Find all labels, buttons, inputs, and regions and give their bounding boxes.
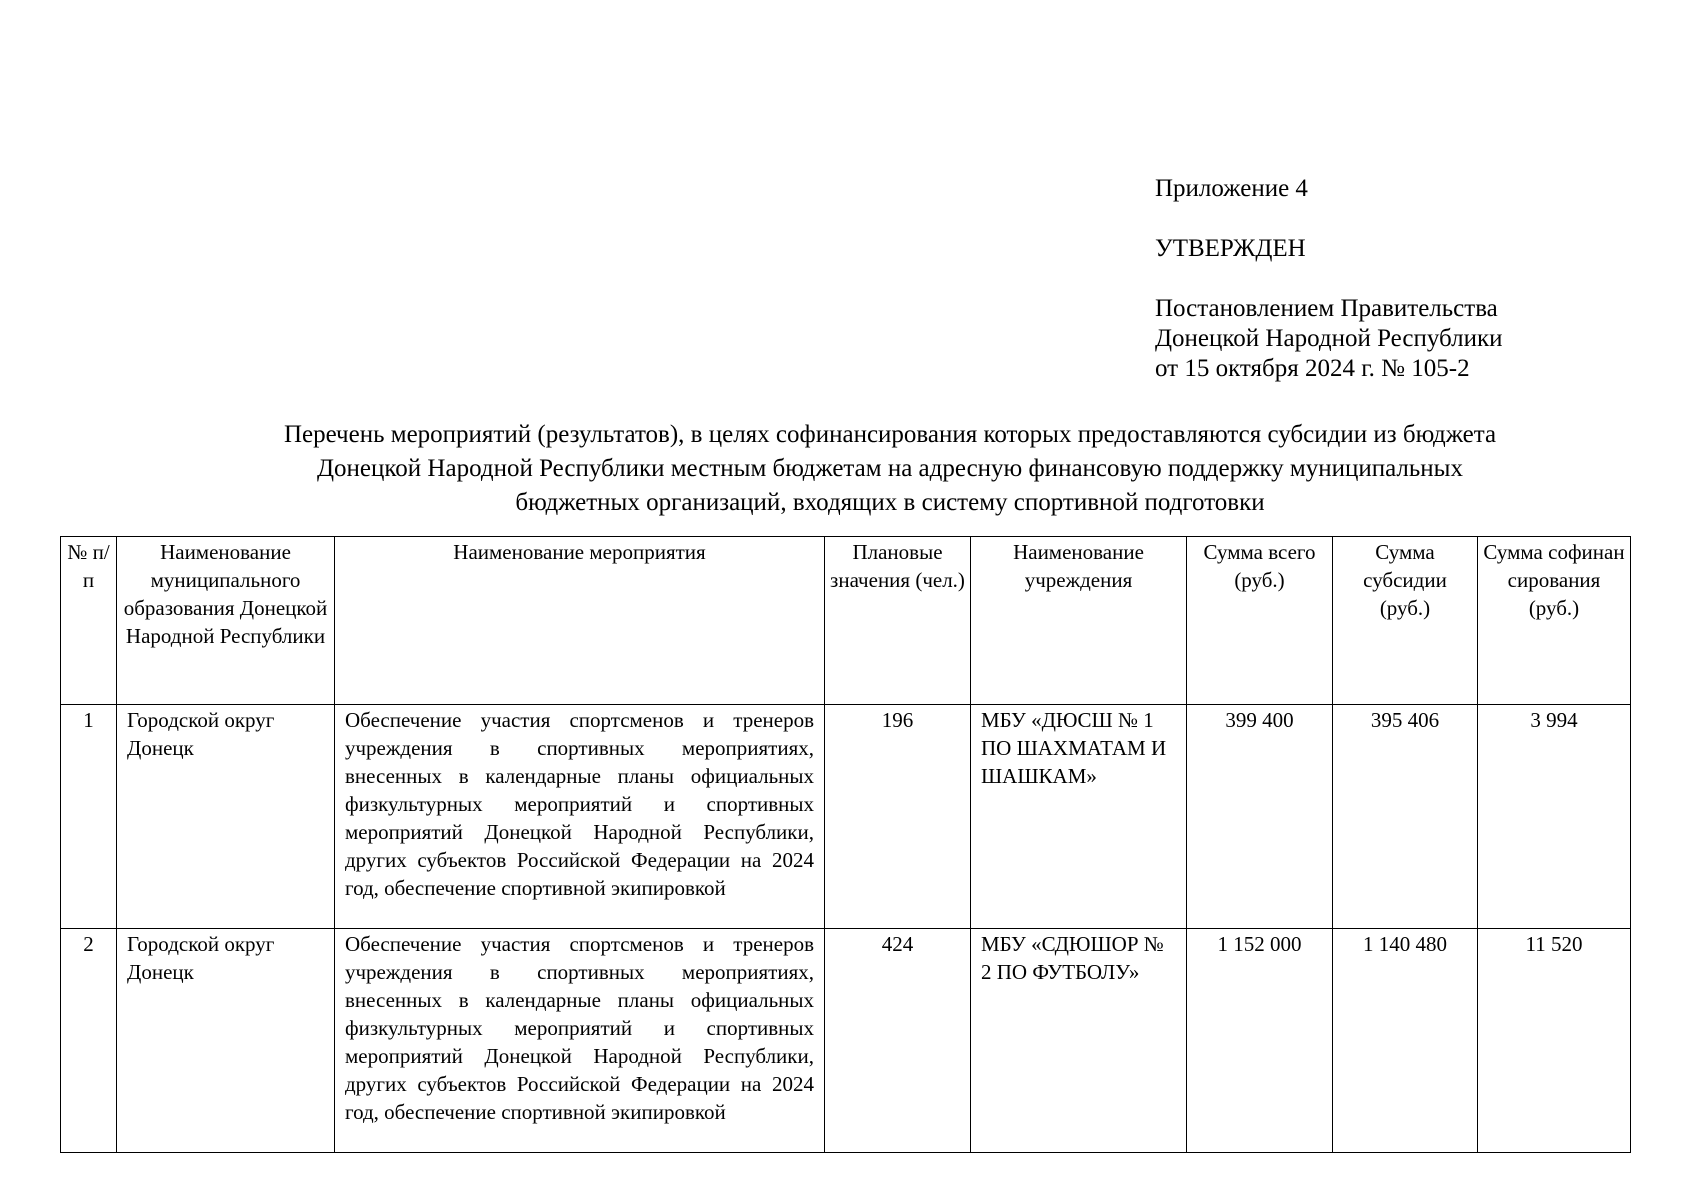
appendix-label: Приложение 4 bbox=[1155, 175, 1308, 202]
decree-line-3: от 15 октября 2024 г. № 105-2 bbox=[1155, 355, 1470, 382]
cell-num: 2 bbox=[61, 929, 117, 1153]
header-cofinancing: Сумма софинан сирования (руб.) bbox=[1478, 537, 1631, 705]
decree-line-1: Постановлением Правительства bbox=[1155, 295, 1498, 322]
title-line-2: Донецкой Народной Республики местным бюджетам на адресную финансовую поддержку муниципальных bbox=[317, 455, 1463, 482]
cell-cofinancing: 3 994 bbox=[1478, 705, 1631, 929]
approved-label: УТВЕРЖДЕН bbox=[1155, 235, 1306, 262]
table-header-row bbox=[61, 537, 1631, 705]
cell-event: Обеспечение участия спортсменов и тренеров учреждения в спортивных мероприятиях, внесенных в календарные планы официальных физкультурных мероприятий и спортивных мероприятий Донецкой Народной Республики, других субъектов Российской Федерации на 2024 год, обеспечение спортивной экипировкой bbox=[335, 705, 825, 929]
title-line-1: Перечень мероприятий (результатов), в целях софинансирования которых предоставляются субсидии из бюджета bbox=[283, 421, 1497, 448]
cell-plan: 424 bbox=[825, 929, 971, 1153]
table-row bbox=[61, 929, 1631, 1153]
cell-total: 399 400 bbox=[1187, 705, 1333, 929]
table-row bbox=[61, 705, 1631, 929]
cell-total: 1 152 000 bbox=[1187, 929, 1333, 1153]
cell-subsidy: 1 140 480 bbox=[1333, 929, 1478, 1153]
decree-line-2: Донецкой Народной Республики bbox=[1155, 325, 1503, 352]
cell-institution: МБУ «СДЮШОР № 2 ПО ФУТБОЛУ» bbox=[971, 929, 1187, 1153]
header-event: Наименование мероприятия bbox=[335, 537, 825, 705]
document-title bbox=[150, 418, 1630, 520]
header-municipality: Наименование муниципального образования Донецкой Народной Республики bbox=[117, 537, 335, 705]
cell-plan: 196 bbox=[825, 705, 971, 929]
title-line-3: бюджетных организаций, входящих в систему спортивной подготовки bbox=[515, 489, 1265, 516]
header-plan: Плановые значения (чел.) bbox=[825, 537, 971, 705]
measures-table bbox=[60, 536, 1631, 1153]
cell-subsidy: 395 406 bbox=[1333, 705, 1478, 929]
approval-block bbox=[1155, 174, 1635, 384]
cell-municipality: Городской округ Донецк bbox=[117, 705, 335, 929]
cell-cofinancing: 11 520 bbox=[1478, 929, 1631, 1153]
cell-municipality: Городской округ Донецк bbox=[117, 929, 335, 1153]
header-total: Сумма всего (руб.) bbox=[1187, 537, 1333, 705]
header-num: № п/п bbox=[61, 537, 117, 705]
cell-event: Обеспечение участия спортсменов и тренеров учреждения в спортивных мероприятиях, внесенных в календарные планы официальных физкультурных мероприятий и спортивных мероприятий Донецкой Народной Республики, других субъектов Российской Федерации на 2024 год, обеспечение спортивной экипировкой bbox=[335, 929, 825, 1153]
header-institution: Наименование учреждения bbox=[971, 537, 1187, 705]
cell-num: 1 bbox=[61, 705, 117, 929]
cell-institution: МБУ «ДЮСШ № 1 ПО ШАХМАТАМ И ШАШКАМ» bbox=[971, 705, 1187, 929]
header-subsidy: Сумма субсидии (руб.) bbox=[1333, 537, 1478, 705]
